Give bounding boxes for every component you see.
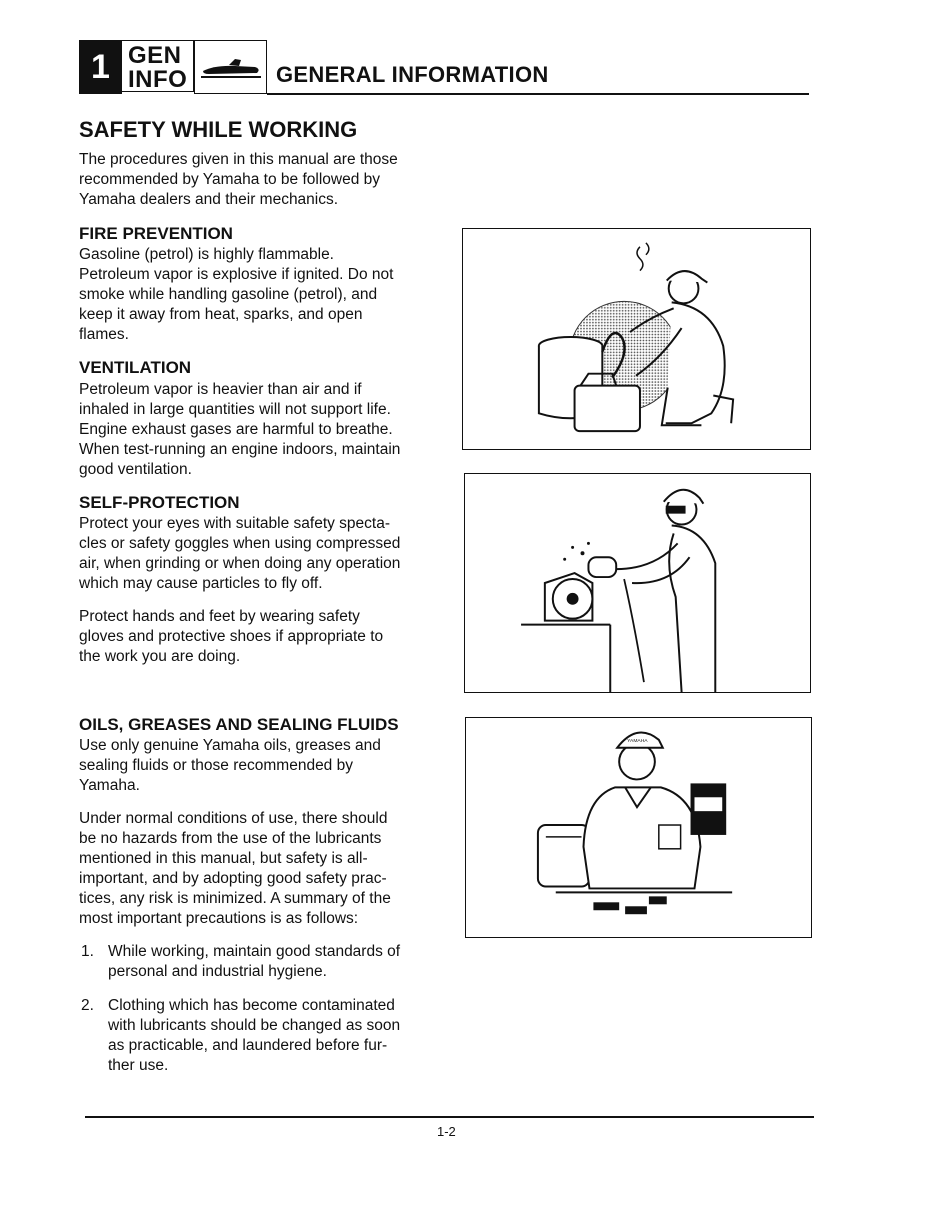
text-line: Protect your eyes with suitable safety specta- — [79, 515, 391, 532]
section-label-info: INFO — [128, 66, 188, 93]
text-line: The procedures given in this manual are those — [79, 151, 398, 168]
footer-rule — [85, 1116, 814, 1118]
svg-text:YAMAHA: YAMAHA — [627, 738, 648, 744]
text-line: Under normal conditions of use, there should — [79, 810, 388, 827]
text-line: with lubricants should be changed as soon — [108, 1017, 401, 1034]
text-line: Petroleum vapor is explosive if ignited. Do not — [79, 266, 394, 283]
text-line: air, when grinding or when doing any operation — [79, 555, 401, 572]
page-title: SAFETY WHILE WORKING — [79, 117, 358, 142]
text-line: While working, maintain good standards of — [108, 943, 401, 960]
text-line: tices, any risk is minimized. A summary of the — [79, 890, 391, 907]
fire-prevention-heading: FIRE PREVENTION — [79, 224, 233, 243]
text-line: smoke while handling gasoline (petrol), and — [79, 286, 378, 303]
text-line: Yamaha. — [79, 777, 140, 794]
page-header — [79, 40, 809, 96]
refueling-illustration — [462, 228, 811, 450]
list-text — [108, 942, 430, 982]
self-protection-heading: SELF-PROTECTION — [79, 493, 240, 512]
text-line: keep it away from heat, sparks, and open — [79, 306, 363, 323]
page-number: 1-2 — [437, 1124, 456, 1139]
text-line: which may cause particles to fly off. — [79, 575, 323, 592]
text-line: Petroleum vapor is heavier than air and if — [79, 381, 362, 398]
text-line: important, and by adopting good safety prac- — [79, 870, 387, 887]
header-title: GENERAL INFORMATION — [276, 62, 549, 87]
list-text — [108, 996, 430, 1076]
text-line: recommended by Yamaha to be followed by — [79, 171, 380, 188]
list-number: 2. — [81, 997, 94, 1014]
grinding-with-goggles-illustration — [464, 473, 811, 693]
oils-heading: OILS, GREASES AND SEALING FLUIDS — [79, 715, 399, 734]
text-line: When test-running an engine indoors, maintain — [79, 441, 401, 458]
mechanic-with-oil-illustration — [465, 717, 812, 938]
text-line: most important precautions is as follows: — [79, 910, 359, 927]
text-line: gloves and protective shoes if appropriate to — [79, 628, 384, 645]
text-line: Yamaha dealers and their mechanics. — [79, 191, 339, 208]
oils-para1 — [79, 736, 429, 796]
text-line: flames. — [79, 326, 129, 343]
text-line: mentioned in this manual, but safety is all- — [79, 850, 368, 867]
text-line: Clothing which has become contaminated — [108, 997, 395, 1014]
watercraft-icon — [194, 40, 267, 94]
text-line: inhaled in large quantities will not support life. — [79, 401, 391, 418]
section-tab — [122, 40, 194, 92]
self-protection-para2 — [79, 607, 429, 667]
ventilation-heading: VENTILATION — [79, 358, 192, 377]
ventilation-text — [79, 380, 429, 480]
text-line: be no hazards from the use of the lubricants — [79, 830, 382, 847]
oils-para2 — [79, 809, 429, 929]
text-line: Protect hands and feet by wearing safety — [79, 608, 360, 625]
list-number: 1. — [81, 943, 94, 960]
text-line: good ventilation. — [79, 461, 192, 478]
list-item — [79, 996, 431, 1078]
chapter-number: 1 — [79, 40, 122, 94]
section-label-gen: GEN — [128, 42, 182, 69]
text-line: ther use. — [108, 1057, 169, 1074]
text-line: the work you are doing. — [79, 648, 241, 665]
list-item — [79, 942, 431, 984]
text-line: personal and industrial hygiene. — [108, 963, 327, 980]
text-line: Use only genuine Yamaha oils, greases and — [79, 737, 381, 754]
text-line: Gasoline (petrol) is highly flammable. — [79, 246, 334, 263]
self-protection-para1 — [79, 514, 429, 594]
text-line: Engine exhaust gases are harmful to breathe. — [79, 421, 393, 438]
header-rule — [267, 93, 809, 95]
intro-paragraph — [79, 150, 429, 210]
text-line: as practicable, and laundered before fur- — [108, 1037, 388, 1054]
text-line: cles or safety goggles when using compressed — [79, 535, 401, 552]
text-line: sealing fluids or those recommended by — [79, 757, 353, 774]
fire-prevention-text — [79, 245, 429, 345]
